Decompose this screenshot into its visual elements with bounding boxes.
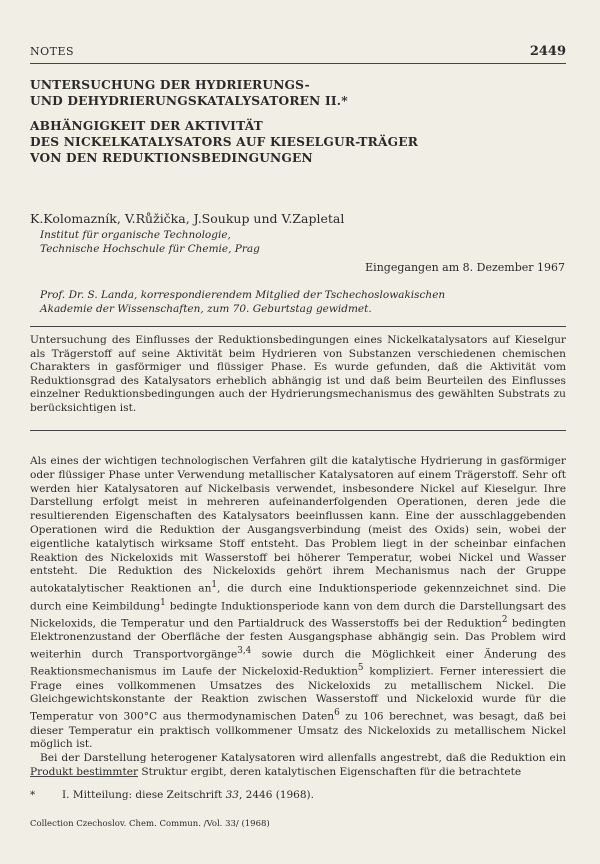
reference-marker: 6 xyxy=(334,708,340,719)
reference-marker: 2 xyxy=(501,614,508,625)
abstract-bottom-rule xyxy=(30,430,566,431)
reference-marker: 1 xyxy=(160,597,166,608)
text-run: bedingte Induktionsperiode kann von dem durch die Darstellungsart des Nickeloxids, die Temperatur und den Partialdruck des Wasserstoffs bei der Reduktion xyxy=(30,600,567,630)
abstract xyxy=(30,334,566,416)
header-rule xyxy=(30,63,566,64)
page-number: 2449 xyxy=(529,44,566,59)
paragraph-1 xyxy=(30,455,566,752)
running-header xyxy=(30,44,566,59)
text-run: , die durch eine Induktionsperiode gekennzeichnet sind. Die durch eine Keimbildung xyxy=(30,582,566,613)
dedication-line-2: Akademie der Wissenschaften, zum 70. Geburtstag gewidmet. xyxy=(40,303,372,315)
title-line-3: ABHÄNGIGKEIT DER AKTIVITÄT xyxy=(30,119,263,133)
journal-citation-footer: Collection Czechoslov. Chem. Commun. /Vol. 33/ (1968) xyxy=(30,819,270,829)
received-date: Eingegangen am 8. Dezember 1967 xyxy=(365,261,565,274)
text-run: sowie durch die Möglichkeit einer Änderung des Reaktionsmechanismus im Laufe der Nickeloxid-Reduktion xyxy=(30,648,566,678)
footnote-rule xyxy=(30,776,138,777)
paragraph-2: Bei der Darstellung heterogener Katalysatoren wird allenfalls angestrebt, daß die Reduktion ein Produkt bestimmter Struktur ergibt, deren katalytischen Eigenschaften für die betrachtete xyxy=(30,752,566,778)
main-text xyxy=(30,455,566,780)
text-run: bedingten Elektronenzustand der Oberfläche der festen Ausgangsphase abhängig sein. Das Problem wird weiterhin durch Transportvorgänge xyxy=(30,617,566,661)
section-label: NOTES xyxy=(30,45,75,58)
footnote-text-b: , 2446 (1968). xyxy=(238,789,314,801)
institution-line-2: Technische Hochschule für Chemie, Prag xyxy=(40,243,260,255)
text-run: zu 106 berechnet, was besagt, daß bei dieser Temperatur ein praktisch vollkommener Umsatz des Nickeloxids zu metallischem Nickel möglich ist. xyxy=(30,710,566,751)
footnote xyxy=(30,789,566,801)
footnote-marker: * xyxy=(30,789,36,801)
abstract-top-rule xyxy=(30,326,566,327)
title-line-5: VON DEN REDUKTIONSBEDINGUNGEN xyxy=(30,151,313,165)
abstract-text: Untersuchung des Einflusses der Reduktionsbedingungen eines Nickelkatalysators auf Kieselgur als Trägerstoff auf seine Aktivität beim Hydrieren von Substanzen verschiedenen chemischen Charakters in gasförmiger und flüssiger Phase. Es wurde gefunden, daß die Aktivität vom Reduktionsgrad des Katalysators erheblich abhängig ist und daß beim Beurteilen des Einflusses einzelner Reduktionsbedingungen auch der Hydrierungsmechanismus des gewählten Substrats zu berücksichtigen ist. xyxy=(30,334,566,414)
institution-line-1: Institut für organische Technologie, xyxy=(40,229,231,241)
reference-marker: 1 xyxy=(211,580,218,591)
reference-marker: 5 xyxy=(357,663,364,674)
reference-marker: 3,4 xyxy=(237,645,252,656)
title-line-4: DES NICKELKATALYSATORS AUF KIESELGUR-TRÄGER xyxy=(30,135,419,149)
text-run: Als eines der wichtigen technologischen Verfahren gilt die katalytische Hydrierung in gasförmiger oder flüssiger Phase unter Verwendung metallischer Katalysatoren auf einem Trägerstoff. Sehr oft werden hier Katalysatoren auf Nickelbasis verwendet, insbesondere Nickel auf Kieselgur. Ihre Darstellung erfolgt meist in mehreren aufeinanderfolgenden Operationen, deren jede die resultierenden Eigenschaften des Katalysators beeinflussen kann. Eine der ausschlaggebenden Operationen wird die Reduktion der Ausgangsverbindung (meist des Oxids) sein, wobei der eigentliche katalytisch wirksame Stoff entsteht. Das Problem liegt in der scheinbar einfachen Reaktion des Nickeloxids mit Wasserstoff bei höherer Temperatur, wobei Nickel und Wasser entsteht. Die Reduktion des Nickeloxids gehört ihrem Mechanismus nach der Gruppe autokatalytischer Reaktionen an xyxy=(30,455,566,595)
dedication-line-1: Prof. Dr. S. Landa, korrespondierendem Mitglied der Tschechoslowakischen xyxy=(40,289,446,301)
author-list: K.Kolomazník, V.Růžička, J.Soukup und V.Zapletal xyxy=(30,211,345,226)
footnote-text-a: I. Mitteilung: diese Zeitschrift xyxy=(62,789,226,801)
text-run: kompliziert. Ferner interessiert die Frage eines vollkommenen Umsatzes des Nickeloxids zu metallischem Nickel. Die Gleichgewichtskonstante der Reaktion zwischen Wasserstoff und Nickeloxid wurde für die Temperatur von 300°C aus thermodynamischen Daten xyxy=(30,665,567,723)
footnote-volume: 33 xyxy=(225,789,239,801)
title-line-2: UND DEHYDRIERUNGSKATALYSATOREN II.* xyxy=(30,94,348,108)
title-line-1: UNTERSUCHUNG DER HYDRIERUNGS- xyxy=(30,78,310,92)
